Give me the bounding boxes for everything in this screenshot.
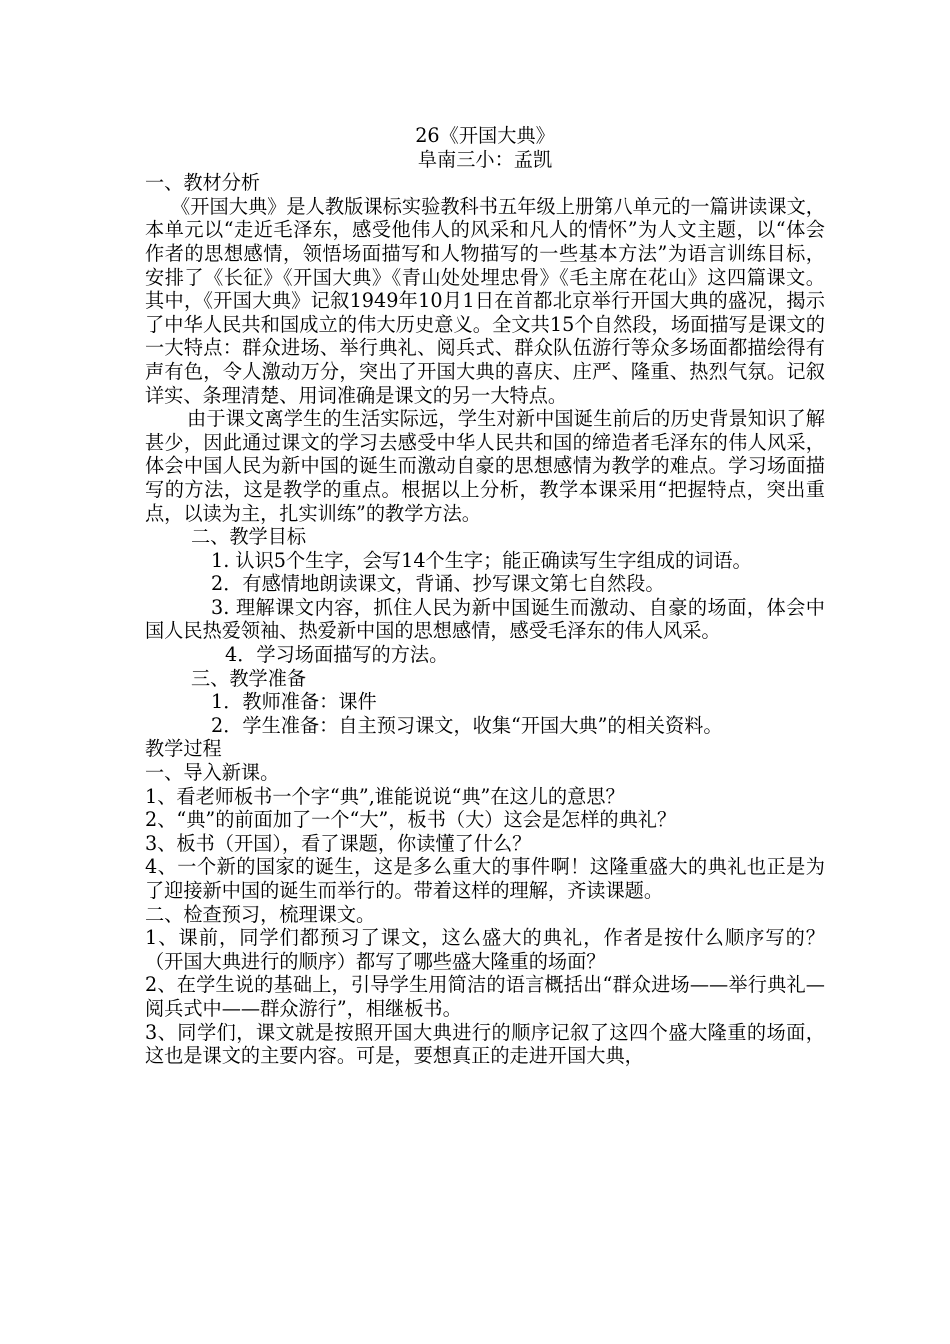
- process-item: 4、一个新的国家的诞生，这是多么重大的事件啊！这隆重盛大的典礼也正是为了迎接新中国的诞生而举行的。带着这样的理解，齐读课题。: [145, 855, 825, 902]
- section-heading-teaching-process: 教学过程: [145, 737, 222, 761]
- goal-item: 2．有感情地朗读课文，背诵、抄写课文第七自然段。: [211, 572, 665, 596]
- process-item: 2、在学生说的基础上，引导学生用简洁的语言概括出“群众进场——举行典礼—阅兵式中——群众游行”，相继板书。: [145, 973, 825, 1020]
- section-heading-teaching-goals: 二、教学目标: [191, 525, 307, 549]
- document-page: [145, 124, 825, 1068]
- paragraph-teaching-method: 由于课文离学生的生活实际远，学生对新中国诞生前后的历史背景知识了解甚少，因此通过课文的学习去感受中华人民共和国的缔造者毛泽东的伟人风采，体会中国人民为新中国的诞生而激动自豪的思想感情为教学的难点。学习场面描写的方法，这是教学的重点。根据以上分析，教学本课采用“把握特点，突出重点，以读为主，扎实训练”的教学方法。: [145, 407, 825, 525]
- goal-item: 3. 理解课文内容，抓住人民为新中国诞生而激动、自豪的场面，体会中国人民热爱领袖、热爱新中国的思想感情，感受毛泽东的伟人风采。: [145, 595, 825, 643]
- prep-item: 2．学生准备：自主预习课文，收集“开国大典”的相关资料。: [211, 713, 723, 737]
- section-heading-teaching-prep: 三、教学准备: [191, 666, 307, 690]
- goal-item: 1. 认识5个生字，会写14个生字；能正确读写生字组成的词语。: [211, 548, 752, 572]
- paragraph-textbook-analysis: 《开国大典》是人教版课标实验教科书五年级上册第八单元的一篇讲读课文，本单元以“走近毛泽东，感受他伟人的风采和凡人的情怀”为人文主题，以“体会作者的思想感情，领悟场面描写和人物描写的一些基本方法”为语言训练目标，安排了《长征》《开国大典》《青山处处埋忠骨》《毛主席在花山》这四篇课文。其中，《开国大典》记叙1949年10月1日在首都北京举行开国大典的盛况，揭示了中华人民共和国成立的伟大历史意义。全文共15个自然段，场面描写是课文的一大特点：群众进场、举行典礼、阅兵式、群众队伍游行等众多场面都描绘得有声有色，令人激动万分，突出了开国大典的喜庆、庄严、隆重、热烈气氛。记叙详实、条理清楚、用词准确是课文的另一大特点。: [145, 194, 825, 407]
- goal-item: 4．学习场面描写的方法。: [225, 643, 449, 667]
- process-item: 3、板书（开国），看了课题，你读懂了什么？: [145, 831, 532, 855]
- subheading-preview-check: 二、检查预习，梳理课文。: [145, 902, 376, 926]
- process-item: 3、同学们，课文就是按照开国大典进行的顺序记叙了这四个盛大隆重的场面，这也是课文的主要内容。可是，要想真正的走进开国大典，: [145, 1020, 825, 1068]
- document-author: 阜南三小：孟凯: [417, 147, 553, 171]
- document-title: 26《开国大典》: [415, 124, 555, 147]
- process-item: 1、课前，同学们都预习了课文，这么盛大的典礼，作者是按什么顺序写的？（开国大典进行的顺序）都写了哪些盛大隆重的场面？: [145, 926, 825, 973]
- process-item: 1、看老师板书一个字“典”,谁能说说“典”在这儿的意思？: [145, 784, 625, 808]
- prep-item: 1．教师准备：课件: [211, 690, 377, 714]
- process-item: 2、“典”的前面加了一个“大”，板书（大）这会是怎样的典礼？: [145, 808, 677, 832]
- section-heading-textbook-analysis: 一、教材分析: [145, 171, 261, 195]
- subheading-introduction: 一、导入新课。: [145, 761, 280, 785]
